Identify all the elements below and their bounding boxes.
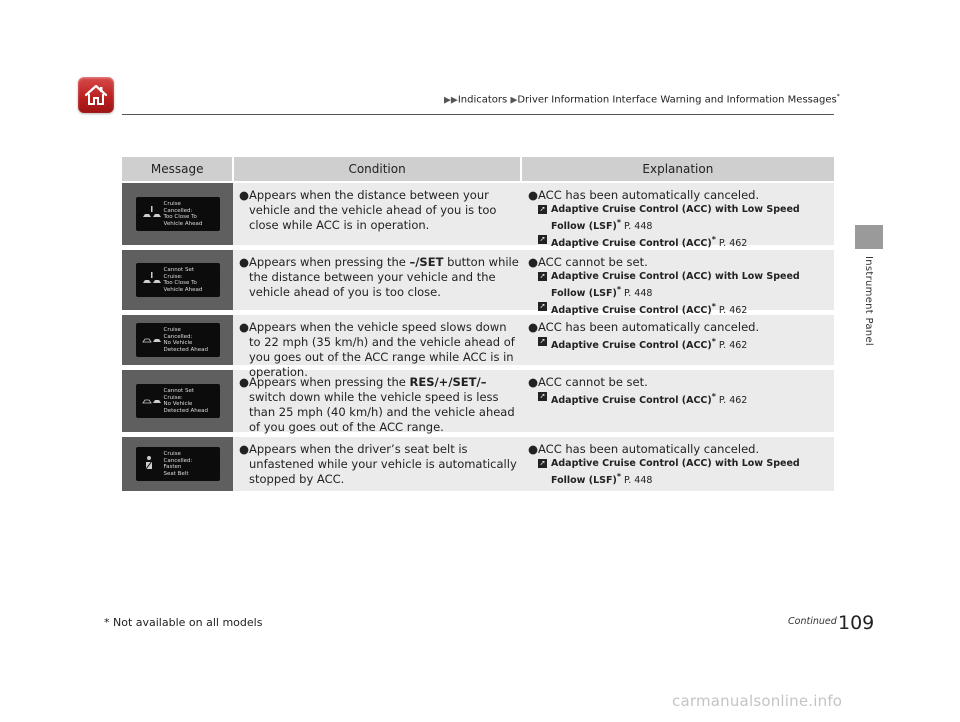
- reference-arrow-icon: ➚: [539, 302, 546, 311]
- cross-reference-link[interactable]: [538, 335, 834, 352]
- reference-asterisk: *: [616, 472, 621, 481]
- explanation-bullet: [528, 320, 834, 335]
- reference-title: Adaptive Cruise Control (ACC) with Low Speed Follow (LSF): [551, 271, 800, 300]
- message-screen-text: Cannot Set Cruise: No Vehicle Detected Ahead: [163, 388, 208, 414]
- message-screen: [136, 323, 220, 357]
- condition-text: Appears when the driver’s seat belt is unfastened while your vehicle is automatically stopped by ACC.: [249, 442, 517, 486]
- reference-arrow-icon: ➚: [539, 392, 546, 400]
- condition-bullet: [239, 188, 520, 233]
- side-tab-marker[interactable]: [855, 225, 883, 249]
- car-distance-icon: [142, 206, 164, 223]
- explanation-text: ACC has been automatically canceled.: [538, 320, 760, 334]
- reference-asterisk: *: [616, 285, 621, 294]
- reference-asterisk: *: [711, 392, 716, 401]
- bullet-icon: ●: [239, 442, 250, 456]
- breadcrumb-separator-icon: ▶: [510, 95, 518, 106]
- condition-text: Appears when the distance between your vehicle and the vehicle ahead of you is too close while ACC is in operation.: [249, 188, 497, 232]
- reference-page: P. 462: [718, 305, 748, 317]
- reference-page: P. 448: [624, 475, 653, 487]
- breadcrumb-arrow-icon: ▶▶: [444, 95, 458, 106]
- table-body: [122, 183, 834, 496]
- message-screen: [136, 197, 220, 231]
- cross-reference-link[interactable]: [538, 457, 834, 487]
- side-tab-label: Instrument Panel: [863, 256, 874, 346]
- breadcrumb-subsection[interactable]: Driver Information Interface Warning and Information Messages: [517, 94, 837, 106]
- table-row: [122, 315, 834, 379]
- asterisk-mark: *: [836, 93, 840, 100]
- cross-reference-link[interactable]: [538, 270, 834, 300]
- explanation-bullet: [528, 442, 834, 457]
- bullet-icon: ●: [528, 188, 539, 202]
- reference-title: Adaptive Cruise Control (ACC): [551, 395, 712, 407]
- condition-cell: [233, 183, 520, 245]
- explanation-text: ACC cannot be set.: [538, 375, 648, 389]
- bullet-icon: ●: [239, 375, 250, 389]
- bullet-icon: ●: [528, 375, 539, 389]
- reference-title: Adaptive Cruise Control (ACC): [551, 340, 712, 352]
- condition-text: Appears when pressing the: [249, 255, 410, 269]
- message-screen: [136, 447, 220, 481]
- reference-arrow-icon: ➚: [539, 235, 546, 244]
- condition-bullet: [239, 375, 520, 435]
- message-screen: [136, 384, 220, 418]
- reference-title: Adaptive Cruise Control (ACC) with Low Speed Follow (LSF): [551, 204, 800, 233]
- explanation-cell: [520, 183, 834, 250]
- home-button[interactable]: [78, 77, 114, 113]
- condition-bullet: [239, 442, 520, 487]
- condition-cell: [233, 315, 520, 379]
- reference-arrow-icon: ➚: [539, 272, 546, 280]
- reference-asterisk: *: [711, 302, 716, 312]
- condition-cell: [233, 250, 520, 310]
- message-image-cell: [122, 437, 233, 491]
- message-screen-text: Cannot Set Cruise: Too Close To Vehicle Ahead: [163, 267, 203, 293]
- continued-label: Continued: [788, 616, 837, 627]
- home-icon: [84, 84, 108, 106]
- explanation-cell: [520, 437, 834, 491]
- message-screen-text: Cruise Cancelled: Too Close To Vehicle Ahead: [163, 201, 203, 227]
- message-image-cell: [122, 315, 233, 365]
- bullet-icon: ●: [528, 255, 539, 269]
- header-divider: [122, 114, 834, 115]
- explanation-cell: [520, 250, 834, 317]
- table-row: [122, 370, 834, 437]
- reference-page: P. 448: [624, 221, 653, 233]
- no-vehicle-icon: [142, 332, 164, 349]
- reference-page: P. 448: [624, 288, 653, 300]
- reference-arrow-icon: ➚: [539, 205, 546, 213]
- footnote: * Not available on all models: [104, 616, 263, 629]
- reference-title: Adaptive Cruise Control (ACC): [551, 305, 712, 317]
- explanation-bullet: [528, 188, 834, 203]
- message-image-cell: [122, 250, 233, 310]
- header-condition: Condition: [234, 157, 521, 181]
- message-screen-text: Cruise Cancelled: Fasten Seat Belt: [163, 451, 193, 477]
- reference-page: P. 462: [718, 395, 748, 407]
- condition-text: Appears when the vehicle speed slows down to 22 mph (35 km/h) and the vehicle ahead of you goes out of the ACC range while ACC is in operation.: [249, 320, 515, 379]
- reference-arrow-icon: ➚: [539, 337, 546, 345]
- messages-table: [122, 157, 834, 496]
- page-number: 109: [838, 612, 875, 634]
- condition-text-cont: button while the distance between your vehicle and the vehicle ahead of you is too close.: [249, 255, 519, 299]
- explanation-cell: [520, 370, 834, 432]
- bullet-icon: ●: [239, 255, 250, 269]
- bullet-icon: ●: [239, 320, 250, 334]
- explanation-text: ACC has been automatically canceled.: [538, 188, 760, 202]
- condition-bullet: [239, 255, 520, 300]
- bullet-icon: ●: [528, 320, 539, 334]
- explanation-text: ACC cannot be set.: [538, 255, 648, 269]
- condition-button-label: RES/+/SET/–: [409, 375, 487, 389]
- bullet-icon: ●: [528, 442, 539, 456]
- condition-text: Appears when pressing the: [249, 375, 410, 389]
- cross-reference-link[interactable]: [538, 203, 834, 233]
- condition-text-cont: switch down while the vehicle speed is less than 25 mph (40 km/h) and the vehicle ahead of you goes out of the ACC range.: [249, 390, 515, 434]
- reference-title: Adaptive Cruise Control (ACC) with Low Speed Follow (LSF): [551, 458, 800, 487]
- reference-arrow-icon: ➚: [539, 459, 546, 467]
- explanation-bullet: [528, 375, 834, 390]
- message-image-cell: [122, 370, 233, 432]
- reference-asterisk: *: [616, 218, 621, 227]
- table-row: [122, 250, 834, 315]
- cross-reference-link[interactable]: [538, 390, 834, 407]
- table-header: [122, 157, 834, 183]
- condition-cell: [233, 437, 520, 491]
- no-vehicle-icon: [142, 393, 164, 410]
- reference-page: P. 462: [718, 238, 748, 250]
- reference-title: Adaptive Cruise Control (ACC): [551, 238, 712, 250]
- reference-page: P. 462: [718, 340, 748, 352]
- bullet-icon: ●: [239, 188, 250, 202]
- cross-reference-link[interactable]: [538, 233, 834, 250]
- header-message: Message: [122, 157, 234, 181]
- header-explanation: Explanation: [642, 162, 714, 176]
- reference-asterisk: *: [711, 337, 716, 346]
- condition-cell: [233, 370, 520, 432]
- reference-asterisk: *: [711, 235, 716, 245]
- table-row: [122, 183, 834, 250]
- message-image-cell: [122, 183, 233, 245]
- condition-button-label: –/SET: [409, 255, 444, 269]
- car-distance-icon: [142, 272, 164, 289]
- explanation-cell: [520, 315, 834, 365]
- table-row: [122, 437, 834, 496]
- breadcrumb: [444, 93, 840, 105]
- breadcrumb-section[interactable]: Indicators: [457, 94, 508, 106]
- watermark: carmanualsonline.info: [672, 692, 843, 710]
- message-screen: [136, 263, 220, 297]
- explanation-bullet: [528, 255, 834, 270]
- message-screen-text: Cruise Cancelled: No Vehicle Detected Ahead: [163, 327, 208, 353]
- seat-belt-icon: [142, 455, 164, 474]
- explanation-text: ACC has been automatically canceled.: [538, 442, 760, 456]
